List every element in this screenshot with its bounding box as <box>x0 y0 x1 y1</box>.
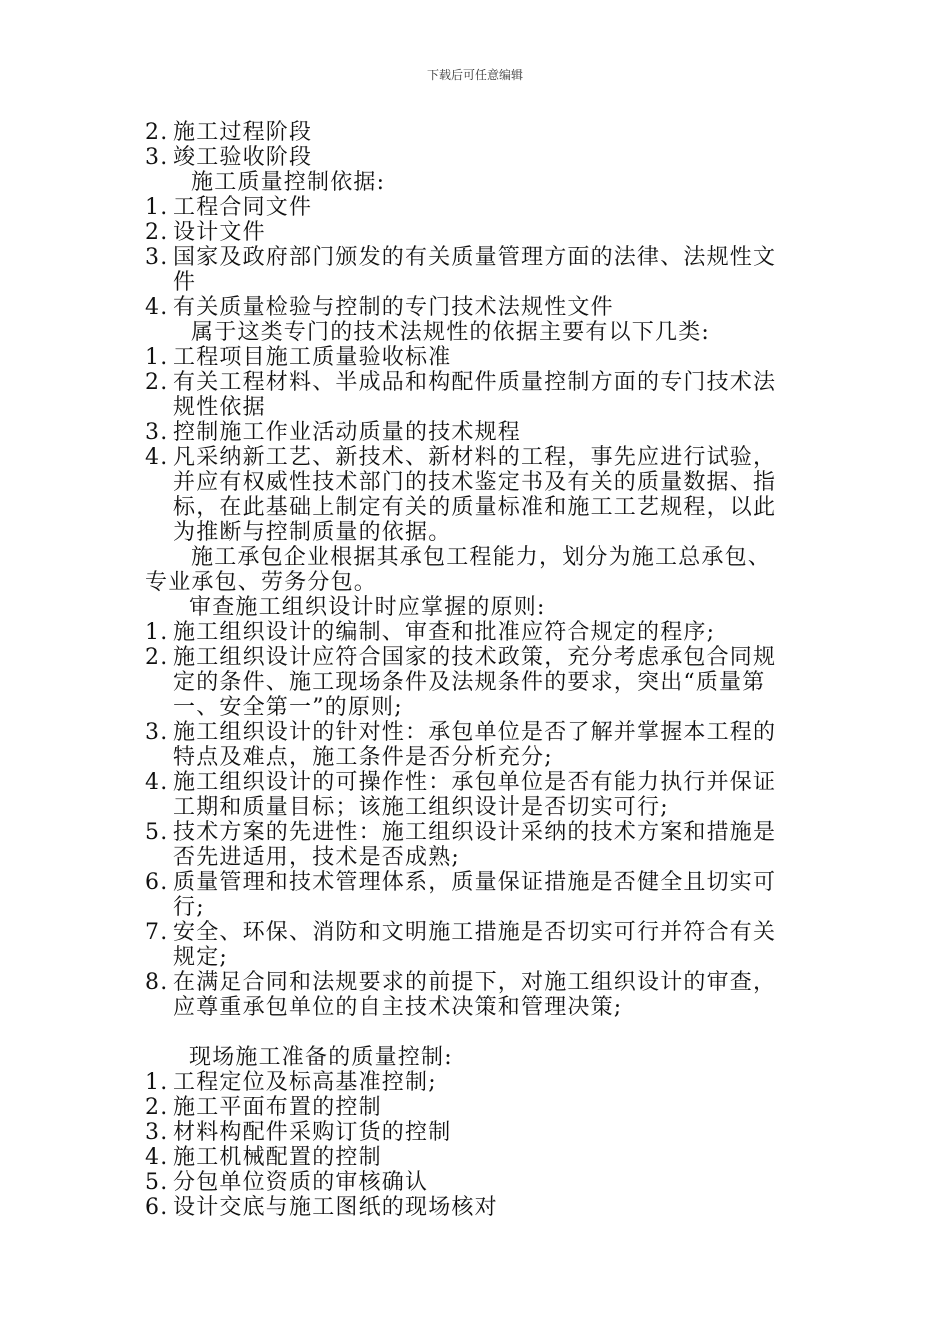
document-body <box>145 120 810 1220</box>
list-item-number: 3. <box>145 245 169 270</box>
list-item-continuation: 标，在此基础上制定有关的质量标准和施工工艺规程，以此 <box>173 495 777 520</box>
list-item-text: 工程合同文件 <box>173 195 313 220</box>
list-item <box>145 245 810 270</box>
list-item-text: 国家及政府部门颁发的有关质量管理方面的法律、法规性文 <box>173 245 777 270</box>
list-item <box>145 1195 810 1220</box>
list-item-text: 施工机械配置的控制 <box>173 1145 382 1170</box>
list-item-text: 技术方案的先进性：施工组织设计采纳的技术方案和措施是 <box>173 820 777 845</box>
paragraph-line: 专业承包、劳务分包。 <box>145 570 378 595</box>
section-heading: 施工承包企业根据其承包工程能力，划分为施工总承包、 <box>191 545 772 570</box>
list-item-number: 2. <box>145 645 169 670</box>
list-item-number: 7. <box>145 920 169 945</box>
list-item-number: 3. <box>145 420 169 445</box>
list-item <box>145 720 810 745</box>
list-item <box>145 1145 810 1170</box>
list-item-text: 设计交底与施工图纸的现场核对 <box>173 1195 498 1220</box>
list-item <box>145 145 810 170</box>
list-item-number: 1. <box>145 620 169 645</box>
list-item <box>145 820 810 845</box>
section-heading: 属于这类专门的技术法规性的依据主要有以下几类: <box>191 320 711 345</box>
list-item <box>145 920 810 945</box>
list-item-text: 竣工验收阶段 <box>173 145 313 170</box>
list-item-continuation: 行; <box>173 895 205 920</box>
list-item-number: 4. <box>145 445 169 470</box>
list-item-continuation: 否先进适用，技术是否成熟; <box>173 845 461 870</box>
list-item <box>145 120 810 145</box>
blank-line <box>145 1020 810 1045</box>
list-item-text: 施工组织设计应符合国家的技术政策，充分考虑承包合同规 <box>173 645 777 670</box>
list-item-number: 6. <box>145 1195 169 1220</box>
page-header: 下载后可任意编辑 <box>426 68 523 82</box>
list-item-number: 1. <box>145 1070 169 1095</box>
list-item-number: 1. <box>145 195 169 220</box>
list-item-text: 凡采纳新工艺、新技术、新材料的工程，事先应进行试验， <box>173 445 777 470</box>
list-item-continuation: 件 <box>173 270 197 295</box>
list-item-text: 质量管理和技术管理体系，质量保证措施是否健全且切实可 <box>173 870 777 895</box>
list-item-number: 5. <box>145 820 169 845</box>
list-item-text: 设计文件 <box>173 220 266 245</box>
list-item <box>145 445 810 470</box>
list-item <box>145 970 810 995</box>
list-item <box>145 220 810 245</box>
list-item <box>145 195 810 220</box>
list-item-continuation: 工期和质量目标；该施工组织设计是否切实可行; <box>173 795 669 820</box>
list-item-text: 施工平面布置的控制 <box>173 1095 382 1120</box>
list-item-number: 4. <box>145 1145 169 1170</box>
list-item-number: 2. <box>145 120 169 145</box>
list-item <box>145 295 810 320</box>
list-item-text: 工程项目施工质量验收标准 <box>173 345 452 370</box>
list-item <box>145 345 810 370</box>
list-item-number: 2. <box>145 370 169 395</box>
list-item-number: 4. <box>145 295 169 320</box>
list-item-text: 有关工程材料、半成品和构配件质量控制方面的专门技术法 <box>173 370 777 395</box>
list-item-text: 施工组织设计的针对性：承包单位是否了解并掌握本工程的 <box>173 720 777 745</box>
list-item-text: 工程定位及标高基准控制; <box>173 1070 437 1095</box>
list-item-continuation: 一、安全第一”的原则; <box>173 695 403 720</box>
section-heading: 现场施工准备的质量控制: <box>189 1045 453 1070</box>
list-item-continuation: 应尊重承包单位的自主技术决策和管理决策; <box>173 995 623 1020</box>
list-item-text: 施工过程阶段 <box>173 120 313 145</box>
list-item-text: 控制施工作业活动质量的技术规程 <box>173 420 522 445</box>
list-item-text: 安全、环保、消防和文明施工措施是否切实可行并符合有关 <box>173 920 777 945</box>
list-item <box>145 770 810 795</box>
list-item <box>145 1070 810 1095</box>
list-item-text: 在满足合同和法规要求的前提下，对施工组织设计的审查， <box>173 970 777 995</box>
list-item-continuation: 特点及难点，施工条件是否分析充分; <box>173 745 553 770</box>
list-item-continuation: 规定; <box>173 945 229 970</box>
list-item-number: 2. <box>145 220 169 245</box>
list-item-text: 有关质量检验与控制的专门技术法规性文件 <box>173 295 614 320</box>
list-item <box>145 870 810 895</box>
section-heading: 审查施工组织设计时应掌握的原则: <box>189 595 546 620</box>
list-item-number: 3. <box>145 1120 169 1145</box>
list-item-number: 3. <box>145 720 169 745</box>
list-item-number: 6. <box>145 870 169 895</box>
list-item <box>145 370 810 395</box>
list-item-continuation: 并应有权威性技术部门的技术鉴定书及有关的质量数据、指 <box>173 470 777 495</box>
list-item-continuation: 规性依据 <box>173 395 266 420</box>
list-item-number: 8. <box>145 970 169 995</box>
list-item-continuation: 定的条件、施工现场条件及法规条件的要求，突出“质量第 <box>173 670 766 695</box>
list-item <box>145 1095 810 1120</box>
list-item-number: 2. <box>145 1095 169 1120</box>
list-item-continuation: 为推断与控制质量的依据。 <box>173 520 452 545</box>
list-item <box>145 1170 810 1195</box>
list-item-number: 5. <box>145 1170 169 1195</box>
list-item-text: 施工组织设计的可操作性：承包单位是否有能力执行并保证 <box>173 770 777 795</box>
list-item-text: 分包单位资质的审核确认 <box>173 1170 429 1195</box>
section-heading: 施工质量控制依据: <box>191 170 386 195</box>
list-item <box>145 620 810 645</box>
list-item-text: 材料构配件采购订货的控制 <box>173 1120 452 1145</box>
list-item <box>145 420 810 445</box>
list-item-number: 1. <box>145 345 169 370</box>
list-item-number: 4. <box>145 770 169 795</box>
list-item <box>145 645 810 670</box>
list-item-number: 3. <box>145 145 169 170</box>
list-item-text: 施工组织设计的编制、审查和批准应符合规定的程序; <box>173 620 716 645</box>
list-item <box>145 1120 810 1145</box>
